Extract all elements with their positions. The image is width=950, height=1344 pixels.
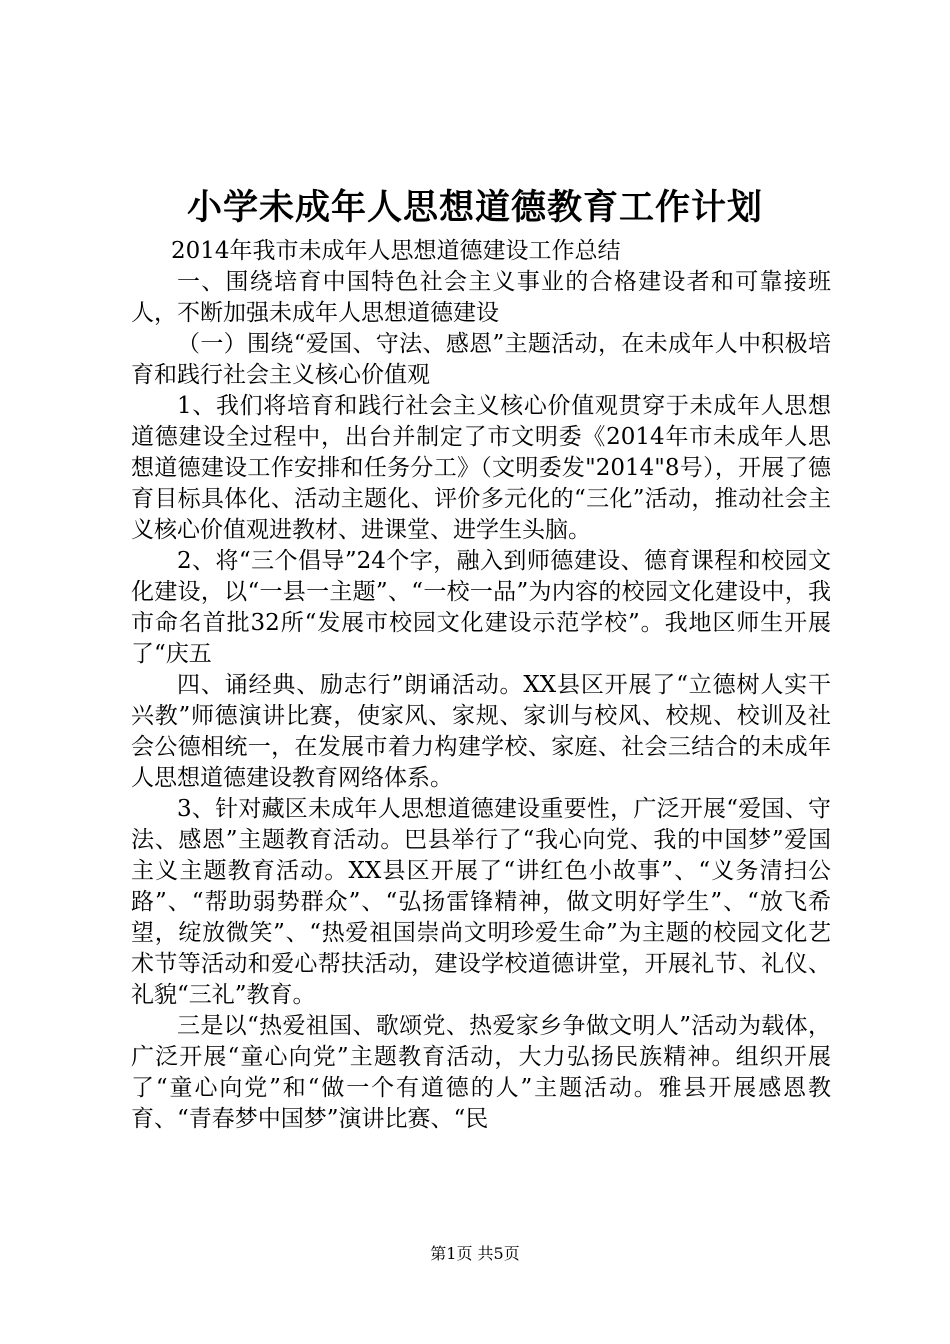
document-body [131, 236, 831, 1135]
paragraph-section-heading: 一、围绕培育中国特色社会主义事业的合格建设者和可靠接班人，不断加强未成年人思想道德建设 [131, 269, 831, 326]
paragraph-subsection-heading: （一）围绕“爱国、守法、感恩”主题活动，在未成年人中积极培育和践行社会主义核心价值观 [131, 331, 831, 388]
document-title: 小学未成年人思想道德教育工作计划 [186, 187, 763, 228]
paragraph-item-2: 2、将“三个倡导”24个字，融入到师德建设、德育课程和校园文化建设，以“一县一主题”、“一校一品”为内容的校园文化建设中，我市命名首批32所“发展市校园文化建设示范学校”。我地区师生开展了“庆五 [131, 548, 831, 667]
paragraph-item-3: 3、针对藏区未成年人思想道德建设重要性，广泛开展“爱国、守法、感恩”主题教育活动。巴县举行了“我心向党、我的中国梦”爱国主义主题教育活动。XX县区开展了“讲红色小故事”、“义务清扫公路”、“帮助弱势群众”、“弘扬雷锋精神，做文明好学生”、“放飞希望，绽放微笑”、“热爱祖国崇尚文明珍爱生命”为主题的校园文化艺术节等活动和爱心帮扶活动，建设学校道德讲堂，开展礼节、礼仪、礼貌“三礼”教育。 [131, 796, 831, 1008]
document-subtitle: 2014年我市未成年人思想道德建设工作总结 [171, 238, 621, 264]
paragraph-item-1: 1、我们将培育和践行社会主义核心价值观贯穿于未成年人思想道德建设全过程中，出台并制定了市文明委《2014年市未成年人思想道德建设工作安排和任务分工》（文明委发"2014"8号），开展了德育目标具体化、活动主题化、评价多元化的“三化”活动，推动社会主义核心价值观进教材、进课堂、进学生头脑。 [131, 393, 831, 543]
paragraph-item-third: 三是以“热爱祖国、歌颂党、热爱家乡争做文明人”活动为载体，广泛开展“童心向党”主题教育活动，大力弘扬民族精神。组织开展了“童心向党”和“做一个有道德的人”主题活动。雅县开展感恩教育、“青春梦中国梦”演讲比赛、“民 [131, 1013, 831, 1132]
page-footer: 第1页 共5页 [430, 1244, 520, 1263]
paragraph-item-2-continued: 四、诵经典、励志行”朗诵活动。XX县区开展了“立德树人实干兴教”师德演讲比赛，使家风、家规、家训与校风、校规、校训及社会公德相统一，在发展市着力构建学校、家庭、社会三结合的未成年人思想道德建设教育网络体系。 [131, 672, 831, 791]
